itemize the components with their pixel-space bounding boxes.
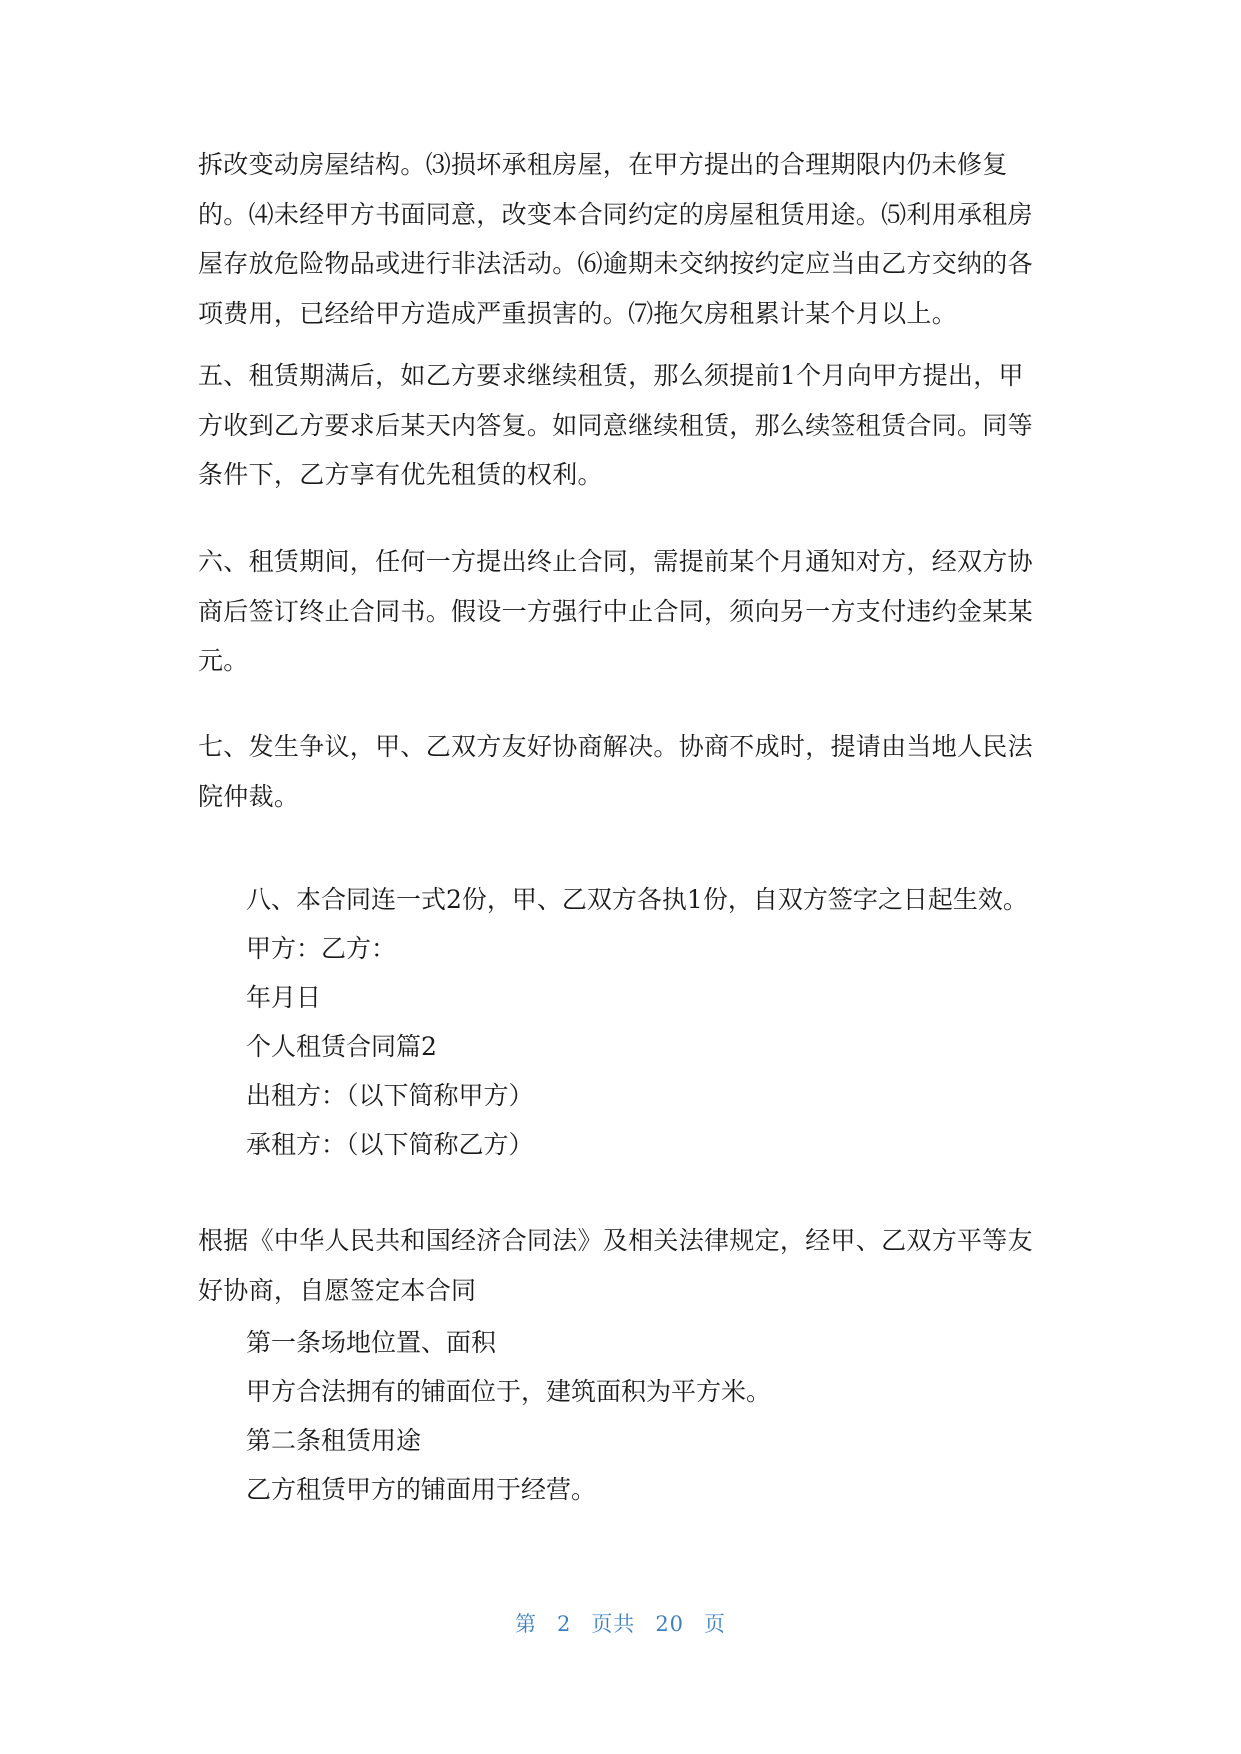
footer-total-pages: 20 <box>655 1612 685 1636</box>
page-number-footer <box>0 1608 1241 1638</box>
article-1-text: 甲方合法拥有的铺面位于，建筑面积为平方米。 <box>246 1377 772 1406</box>
line-lessor: 出租方：（以下简称甲方） <box>246 1081 534 1110</box>
footer-current-page: 2 <box>556 1612 572 1636</box>
paragraph-legal-basis: 根据《中华人民共和国经济合同法》及相关法律规定，经甲、乙双方平等友好协商，自愿签定本合同 <box>198 1226 1033 1305</box>
footer-suffix: 页 <box>704 1612 727 1636</box>
article-2-heading: 第二条租赁用途 <box>246 1426 422 1455</box>
paragraph-termination-conditions: 拆改变动房屋结构。⑶损坏承租房屋，在甲方提出的合理期限内仍未修复的。⑷未经甲方书面同意，改变本合同约定的房屋租赁用途。⑸利用承租房屋存放危险物品或进行非法活动。⑹逾期未交纳按约定应当由乙方交纳的各项费用，已经给甲方造成严重损害的。⑺拖欠房租累计某个月以上。 <box>198 150 1033 328</box>
paragraph-clause-6: 六、租赁期间，任何一方提出终止合同，需提前某个月通知对方，经双方协商后签订终止合同书。假设一方强行中止合同，须向另一方支付违约金某某元。 <box>198 547 1033 675</box>
line-lessee: 承租方：（以下简称乙方） <box>246 1130 534 1159</box>
footer-mid: 页共 <box>591 1612 636 1636</box>
paragraph-clause-5: 五、租赁期满后，如乙方要求继续租赁，那么须提前1个月向甲方提出，甲方收到乙方要求后某天内答复。如同意继续租赁，那么续签租赁合同。同等条件下，乙方享有优先租赁的权利。 <box>198 361 1033 489</box>
footer-prefix: 第 <box>514 1612 537 1636</box>
paragraph-clause-7: 七、发生争议，甲、乙双方友好协商解决。协商不成时，提请由当地人民法院仲裁。 <box>198 732 1033 811</box>
article-2-text: 乙方租赁甲方的铺面用于经营。 <box>246 1475 597 1504</box>
article-1-heading: 第一条场地位置、面积 <box>246 1328 497 1357</box>
line-date: 年月日 <box>246 983 322 1012</box>
line-clause-8: 八、本合同连一式2份，甲、乙双方各执1份，自双方签字之日起生效。 <box>246 885 1028 914</box>
line-signature-parties: 甲方：乙方： <box>246 934 397 963</box>
contract-title-2: 个人租赁合同篇2 <box>246 1032 437 1061</box>
